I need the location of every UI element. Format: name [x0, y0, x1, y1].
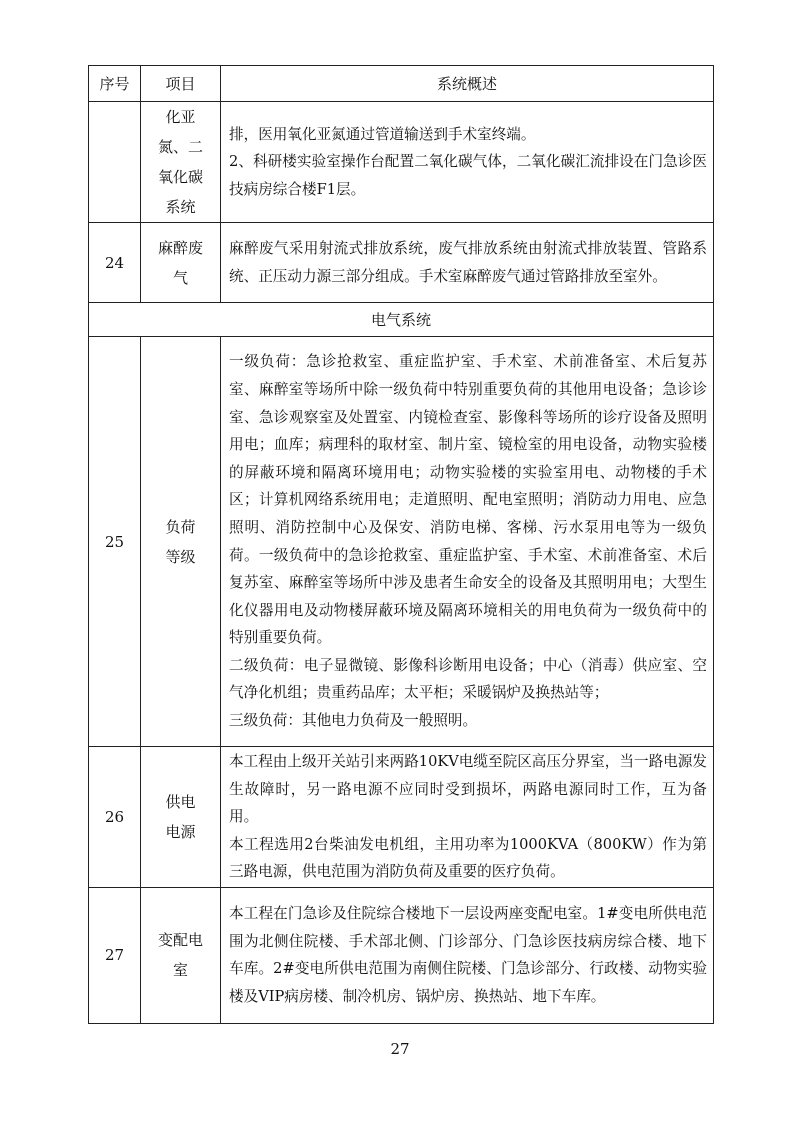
header-item: 项目	[141, 66, 221, 102]
item-line: 系统	[165, 198, 196, 216]
document-page	[88, 65, 714, 1024]
item-line: 等级	[165, 547, 196, 566]
system-overview-table	[88, 65, 714, 1024]
description-paragraph: 一级负荷：急诊抢救室、重症监护室、手术室、术前准备室、术后复苏室、麻醉室等场所中除一级负荷中特别重要负荷的其他用电设备；急诊诊室、急诊观察室及处置室、内镜检查室、影像科等场所的诊疗设备及照明用电；血库；病理科的取材室、制片室、镜检室的用电设备，动物实验楼的屏蔽环境和隔离环境用电；动物实验楼的实验室用电、动物楼的手术区；计算机网络系统用电；走道照明、配电室照明；消防动力用电、应急照明、消防控制中心及保安、消防电梯、客梯、污水泵用电等为一级负荷。一级负荷中的急诊抢救室、重症监护室、手术室、术前准备室、术后复苏室、麻醉室等场所中涉及患者生命安全的设备及其照明用电；大型生化仪器用电及动物楼屏蔽环境及隔离环境相关的用电负荷为一级负荷中的特别重要负荷。	[229, 353, 707, 647]
row-number	[89, 102, 141, 223]
row-number: 26	[89, 747, 141, 888]
description-paragraph: 排，医用氧化亚氮通过管道输送到手术室终端。	[229, 125, 536, 143]
row-description	[221, 102, 714, 223]
row-item	[141, 102, 221, 223]
item-line: 供电	[165, 792, 196, 811]
section-row	[89, 303, 714, 337]
row-item	[141, 337, 221, 747]
row-item	[141, 747, 221, 888]
item-line: 氧化碳	[157, 168, 203, 186]
item-line: 气	[172, 268, 188, 287]
row-number: 27	[89, 887, 141, 1023]
description-paragraph: 麻醉废气采用射流式排放系统，废气排放系统由射流式排放装置、管路系统、正压动力源三部分组成。手术室麻醉废气通过管路排放至室外。	[229, 239, 707, 285]
row-description	[221, 887, 714, 1023]
row-item	[141, 223, 221, 303]
description-paragraph: 二级负荷：电子显微镜、影像科诊断用电设备；中心（消毒）供应室、空气净化机组；贵重药品库；太平柜；采暖锅炉及换热站等；	[229, 656, 707, 702]
row-description	[221, 337, 714, 747]
item-line: 变配电	[157, 931, 203, 950]
section-title-electrical: 电气系统	[89, 303, 714, 337]
item-line: 室	[172, 961, 188, 980]
item-line: 负荷	[165, 517, 196, 536]
row-description	[221, 223, 714, 303]
item-line: 麻醉废	[157, 238, 203, 257]
description-paragraph: 三级负荷：其他电力负荷及一般照明。	[229, 712, 478, 730]
description-paragraph: 本工程由上级开关站引来两路10KV电缆至院区高压分界室，当一路电源发生故障时，另一路电源不应同时受到损坏，两路电源同时工作，互为备用。	[229, 753, 707, 826]
description-paragraph: 2、科研楼实验室操作台配置二氧化碳气体，二氧化碳汇流排设在门急诊医技病房综合楼F1层。	[229, 153, 707, 198]
description-paragraph: 本工程选用2台柴油发电机组，主用功率为1000KVA（800KW）作为第三路电源，供电范围为消防负荷及重要的医疗负荷。	[229, 835, 707, 881]
table-row	[89, 102, 714, 223]
row-number: 25	[89, 337, 141, 747]
description-paragraph: 本工程在门急诊及住院综合楼地下一层设两座变配电室。1#变电所供电范围为北侧住院楼、手术部北侧、门诊部分、门急诊医技病房综合楼、地下车库。2#变电所供电范围为南侧住院楼、门急诊部分、行政楼、动物实验楼及VIP病房楼、制冷机房、锅炉房、换热站、地下车库。	[229, 905, 707, 1006]
item-line: 氮、二	[157, 138, 203, 156]
row-description	[221, 747, 714, 888]
row-item	[141, 887, 221, 1023]
page-number: 27	[390, 1040, 410, 1058]
table-header-row	[89, 66, 714, 102]
table-row	[89, 223, 714, 303]
header-no: 序号	[89, 66, 141, 102]
table-row	[89, 337, 714, 747]
header-desc: 系统概述	[221, 66, 714, 102]
item-line: 化亚	[165, 108, 196, 126]
table-row	[89, 747, 714, 888]
item-line: 电源	[165, 822, 196, 841]
row-number: 24	[89, 223, 141, 303]
table-row	[89, 887, 714, 1023]
